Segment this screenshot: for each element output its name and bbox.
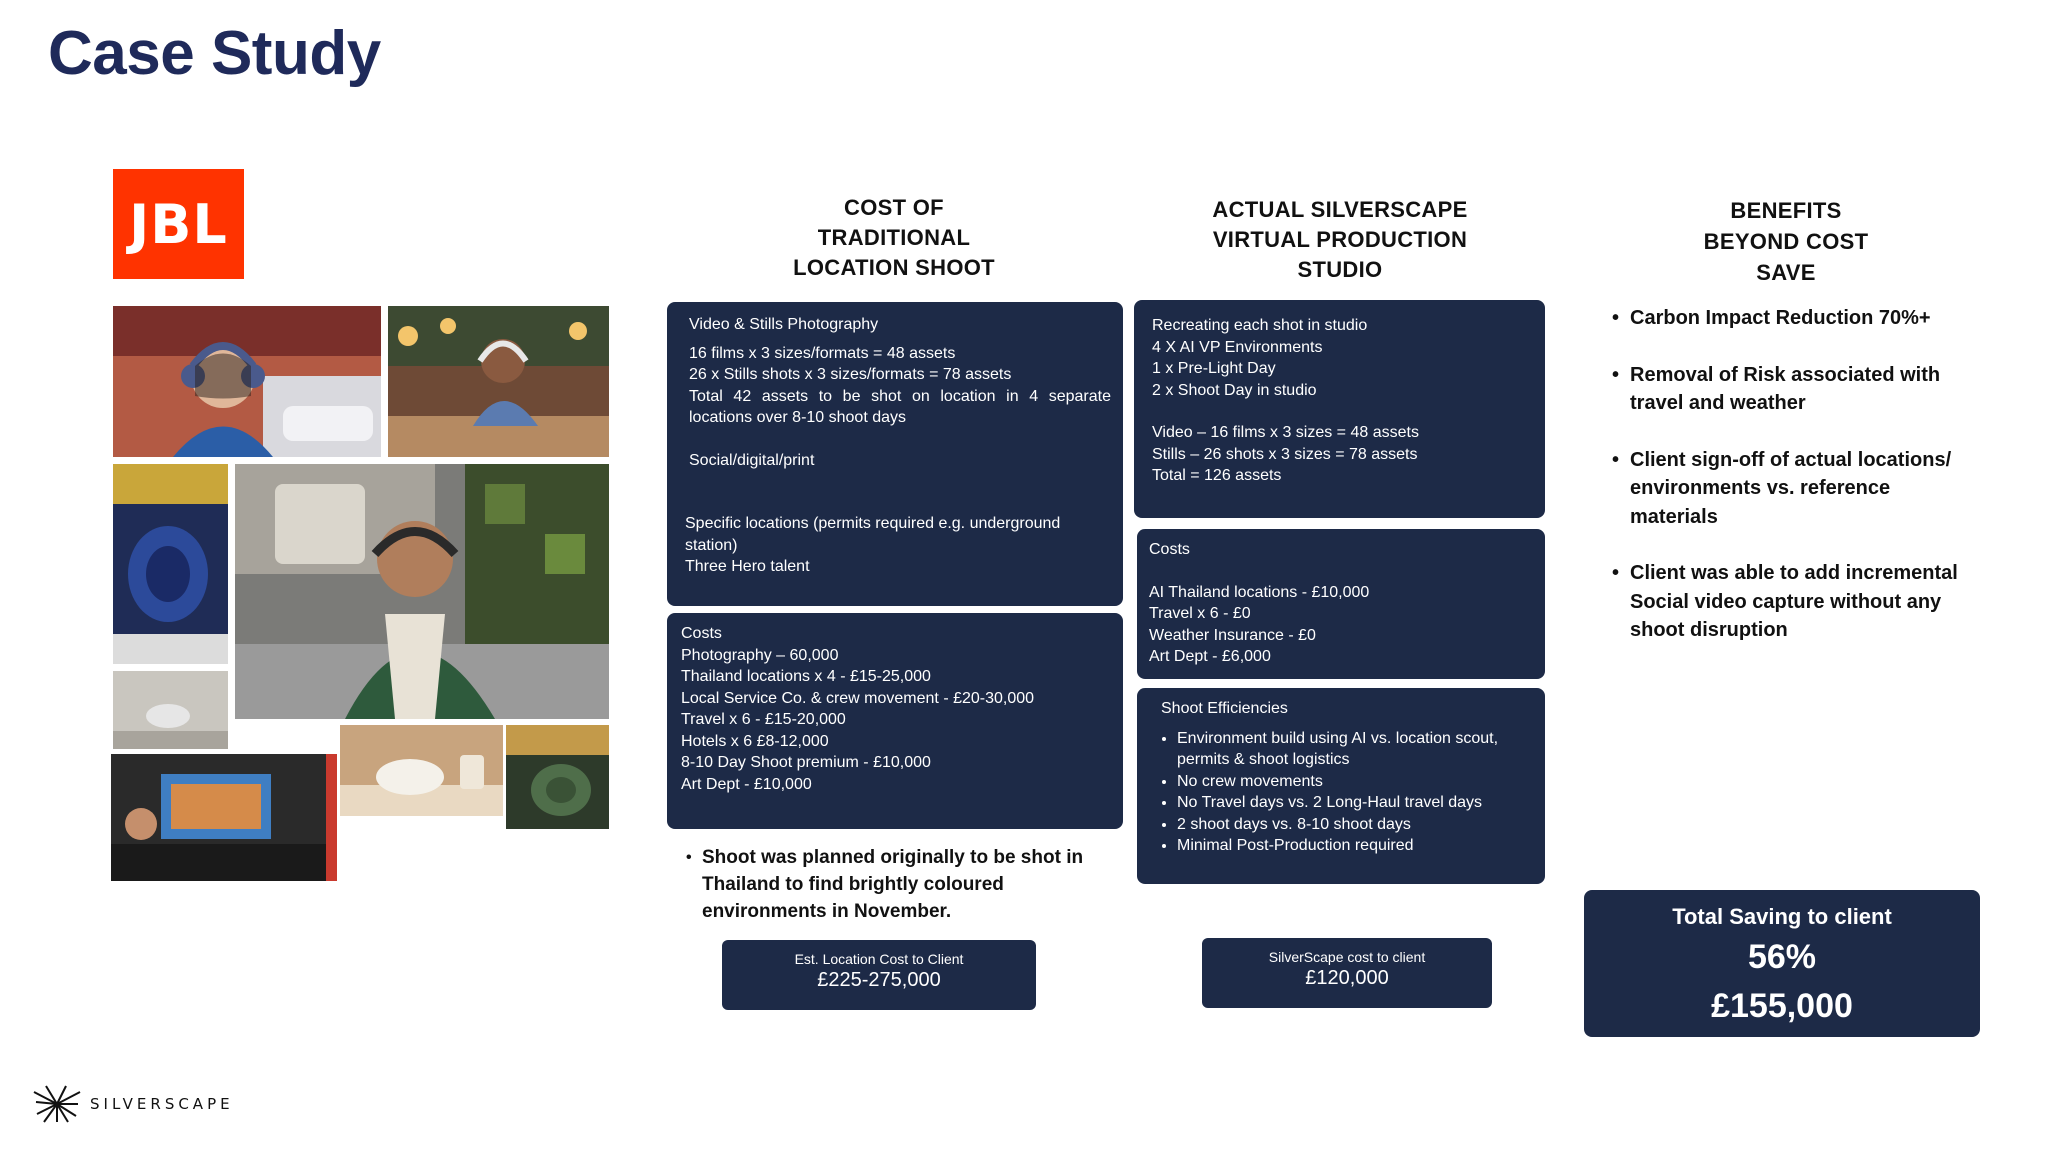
traditional-note: • Shoot was planned originally to be shot in Thailand to find brightly coloured environments in November. xyxy=(686,844,1122,925)
box-line: Costs xyxy=(681,625,722,642)
box-line: Photography – 60,000 xyxy=(681,646,839,664)
silverscape-costs-box xyxy=(1137,529,1545,679)
page-title: Case Study xyxy=(48,19,381,88)
box-line: Video – 16 films x 3 sizes = 48 assets xyxy=(1152,424,1419,441)
box-line: Hotels x 6 £8-12,000 xyxy=(681,732,829,750)
shoot-efficiencies-box xyxy=(1137,688,1545,884)
box-line: Travel x 6 - £0 xyxy=(1149,605,1251,622)
pill-value: £225-275,000 xyxy=(817,969,941,991)
photo-blue-headphones xyxy=(113,464,228,664)
total-saving-box xyxy=(1584,890,1980,1037)
box-line: 8-10 Day Shoot premium - £10,000 xyxy=(681,754,931,771)
photo-man-train xyxy=(235,464,609,719)
box-line: Costs xyxy=(1149,541,1190,558)
silverscape-cost-pill xyxy=(1202,938,1492,1008)
total-label: Total Saving to client xyxy=(1672,904,1892,929)
silverscape-logo xyxy=(32,1084,234,1124)
list-item: • No Travel days vs. 2 Long-Haul travel days xyxy=(1177,792,1533,814)
wordmark: SILVERSCAPE xyxy=(90,1095,234,1113)
jbl-logo: JBL xyxy=(113,169,244,279)
photo-studio-monitor xyxy=(111,754,337,881)
total-amount: £155,000 xyxy=(1711,987,1853,1025)
box-line: Specific locations (permits required e.g. underground station) xyxy=(685,515,1061,554)
list-item: • Minimal Post-Production required xyxy=(1177,835,1533,857)
photo-green-headphones xyxy=(506,725,609,829)
list-item: • No crew movements xyxy=(1177,771,1533,793)
list-item: • Environment build using AI vs. location scout, permits & shoot logistics xyxy=(1177,728,1533,771)
list-item: • Removal of Risk associated with travel and weather xyxy=(1612,361,1972,418)
silverscape-mark-icon xyxy=(32,1084,82,1124)
traditional-scope-box xyxy=(667,302,1123,606)
box-line: 2 x Shoot Day in studio xyxy=(1152,381,1317,399)
photo-woman-headphones-street xyxy=(113,306,381,457)
list-item: • Client was able to add incremental Social video capture without any shoot disruption xyxy=(1612,559,1972,645)
box-line: Art Dept - £10,000 xyxy=(681,775,812,793)
photo-man-cafe xyxy=(388,306,609,457)
box-line: Local Service Co. & crew movement - £20-30,000 xyxy=(681,689,1035,707)
list-item: • 2 shoot days vs. 8-10 shoot days xyxy=(1177,814,1533,836)
box-line: Stills – 26 shots x 3 sizes = 78 assets xyxy=(1152,445,1418,463)
box-line: Weather Insurance - £0 xyxy=(1149,626,1316,644)
pill-value: £120,000 xyxy=(1305,967,1389,989)
box-line: AI Thailand locations - £10,000 xyxy=(1149,583,1370,601)
benefits-list xyxy=(1612,304,1972,673)
box-line: Video & Stills Photography xyxy=(689,316,879,333)
box-line: 16 films x 3 sizes/formats = 48 assets xyxy=(689,344,956,362)
box-line: Art Dept - £6,000 xyxy=(1149,648,1271,665)
box-line: 4 X AI VP Environments xyxy=(1152,338,1323,356)
box-line: 1 x Pre-Light Day xyxy=(1152,360,1276,377)
list-item: • Client sign-off of actual locations/ environments vs. reference materials xyxy=(1612,446,1972,532)
box-line: Three Hero talent xyxy=(685,558,810,575)
box-line: 26 x Stills shots x 3 sizes/formats = 78 assets xyxy=(689,366,1012,383)
photo-white-headphones xyxy=(340,725,503,816)
photo-earbuds-table xyxy=(113,671,228,749)
silverscape-heading: ACTUAL SILVERSCAPE VIRTUAL PRODUCTION STUDIO xyxy=(1212,197,1468,282)
list-item: • Carbon Impact Reduction 70%+ xyxy=(1612,304,1972,333)
box-line: Travel x 6 - £15-20,000 xyxy=(681,711,846,728)
box-line: Social/digital/print xyxy=(689,451,815,469)
traditional-heading: COST OF TRADITIONAL LOCATION SHOOT xyxy=(793,195,995,280)
silverscape-scope-box xyxy=(1134,300,1545,518)
box-line: Recreating each shot in studio xyxy=(1152,317,1368,334)
location-cost-pill xyxy=(722,940,1036,1010)
pill-label: SilverScape cost to client xyxy=(1268,949,1426,965)
box-line: Total = 126 assets xyxy=(1152,467,1282,484)
total-percent: 56% xyxy=(1747,938,1817,976)
box-line: Thailand locations x 4 - £15-25,000 xyxy=(681,668,931,685)
benefits-heading: BENEFITS BEYOND COST SAVE xyxy=(1703,198,1869,285)
traditional-costs-box xyxy=(667,613,1123,829)
box-heading: Shoot Efficiencies xyxy=(1161,700,1288,717)
box-line: Total 42 assets to be shot on location in 4 separate locations over 8-10 shoot days xyxy=(689,387,1111,426)
pill-label: Est. Location Cost to Client xyxy=(794,951,964,967)
